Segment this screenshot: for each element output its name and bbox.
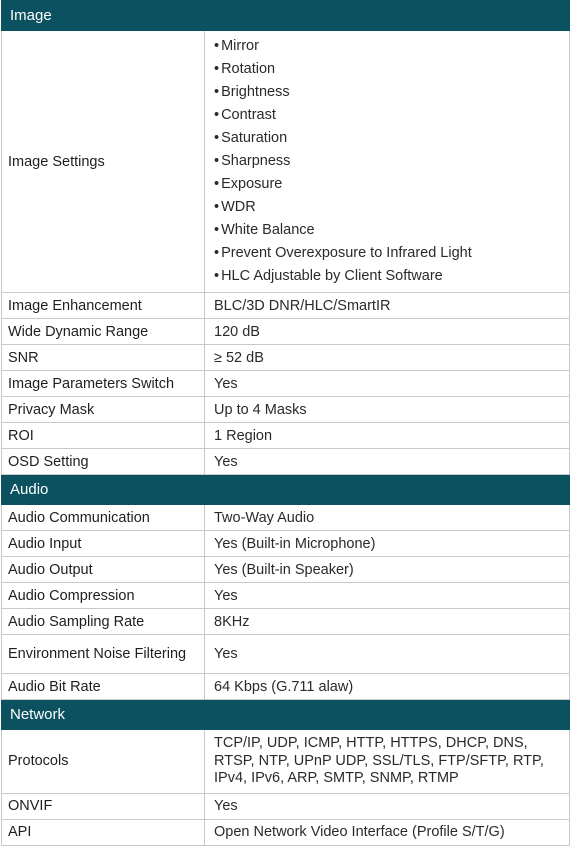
list-item: • Saturation	[214, 130, 288, 146]
spec-value: 64 Kbps (G.711 alaw)	[205, 674, 570, 700]
spec-table	[1, 0, 570, 846]
section-title: Image	[2, 1, 570, 31]
spec-label: ROI	[2, 423, 205, 449]
spec-row-audio-input	[2, 531, 570, 557]
spec-value: Yes (Built-in Speaker)	[205, 557, 570, 583]
spec-label: Environment Noise Filtering	[2, 635, 205, 674]
section-header-audio	[2, 475, 570, 505]
spec-value: 8KHz	[205, 609, 570, 635]
spec-label: ONVIF	[2, 793, 205, 819]
section-title: Audio	[2, 475, 570, 505]
spec-value: Yes	[205, 635, 570, 674]
spec-row-audio-bit-rate	[2, 674, 570, 700]
spec-row-protocols	[2, 730, 570, 794]
section-header-network	[2, 700, 570, 730]
spec-value: 1 Region	[205, 423, 570, 449]
spec-label: Audio Compression	[2, 583, 205, 609]
section-header-image	[2, 1, 570, 31]
spec-row-image-enhancement	[2, 293, 570, 319]
list-item: • Mirror	[214, 38, 259, 54]
spec-label: OSD Setting	[2, 449, 205, 475]
spec-value: 120 dB	[205, 319, 570, 345]
spec-row-environment-noise-filtering	[2, 635, 570, 674]
spec-value: Two-Way Audio	[205, 505, 570, 531]
spec-label: Audio Input	[2, 531, 205, 557]
spec-label: API	[2, 819, 205, 845]
spec-value: TCP/IP, UDP, ICMP, HTTP, HTTPS, DHCP, DNS, RTSP, NTP, UPnP UDP, SSL/TLS, FTP/SFTP, RTP, IPv4, IPv6, ARP, SMTP, SNMP, RTMP	[205, 730, 570, 794]
spec-row-wide-dynamic-range	[2, 319, 570, 345]
spec-value: Open Network Video Interface (Profile S/T/G)	[205, 819, 570, 845]
spec-label: Audio Bit Rate	[2, 674, 205, 700]
list-item: • Exposure	[214, 176, 283, 192]
spec-value: Yes	[205, 449, 570, 475]
spec-row-snr	[2, 345, 570, 371]
list-item: • HLC Adjustable by Client Software	[214, 268, 443, 284]
spec-row-image-settings	[2, 31, 570, 293]
list-item: • White Balance	[214, 222, 315, 238]
spec-row-onvif	[2, 793, 570, 819]
list-item: • Sharpness	[214, 153, 291, 169]
spec-label: Image Enhancement	[2, 293, 205, 319]
spec-label: Privacy Mask	[2, 397, 205, 423]
spec-value: Yes (Built-in Microphone)	[205, 531, 570, 557]
spec-value: Yes	[205, 371, 570, 397]
spec-label: Audio Sampling Rate	[2, 609, 205, 635]
spec-row-audio-output	[2, 557, 570, 583]
spec-row-osd-setting	[2, 449, 570, 475]
spec-row-roi	[2, 423, 570, 449]
list-item: • Rotation	[214, 61, 276, 77]
spec-row-audio-sampling-rate	[2, 609, 570, 635]
spec-value: ≥ 52 dB	[205, 345, 570, 371]
spec-value: Yes	[205, 793, 570, 819]
spec-row-audio-communication	[2, 505, 570, 531]
image-settings-list	[214, 35, 563, 288]
spec-value: BLC/3D DNR/HLC/SmartIR	[205, 293, 570, 319]
list-item: • Brightness	[214, 84, 290, 100]
spec-label: SNR	[2, 345, 205, 371]
spec-label: Audio Communication	[2, 505, 205, 531]
spec-label: Wide Dynamic Range	[2, 319, 205, 345]
spec-row-image-parameters-switch	[2, 371, 570, 397]
spec-label: Image Settings	[2, 31, 205, 293]
spec-value: Up to 4 Masks	[205, 397, 570, 423]
spec-value	[205, 31, 570, 293]
spec-label: Image Parameters Switch	[2, 371, 205, 397]
spec-label: Audio Output	[2, 557, 205, 583]
spec-row-audio-compression	[2, 583, 570, 609]
spec-row-api	[2, 819, 570, 845]
list-item: • WDR	[214, 199, 256, 215]
list-item: • Prevent Overexposure to Infrared Light	[214, 245, 472, 261]
section-title: Network	[2, 700, 570, 730]
spec-label: Protocols	[2, 730, 205, 794]
spec-row-privacy-mask	[2, 397, 570, 423]
spec-value: Yes	[205, 583, 570, 609]
list-item: • Contrast	[214, 107, 276, 123]
